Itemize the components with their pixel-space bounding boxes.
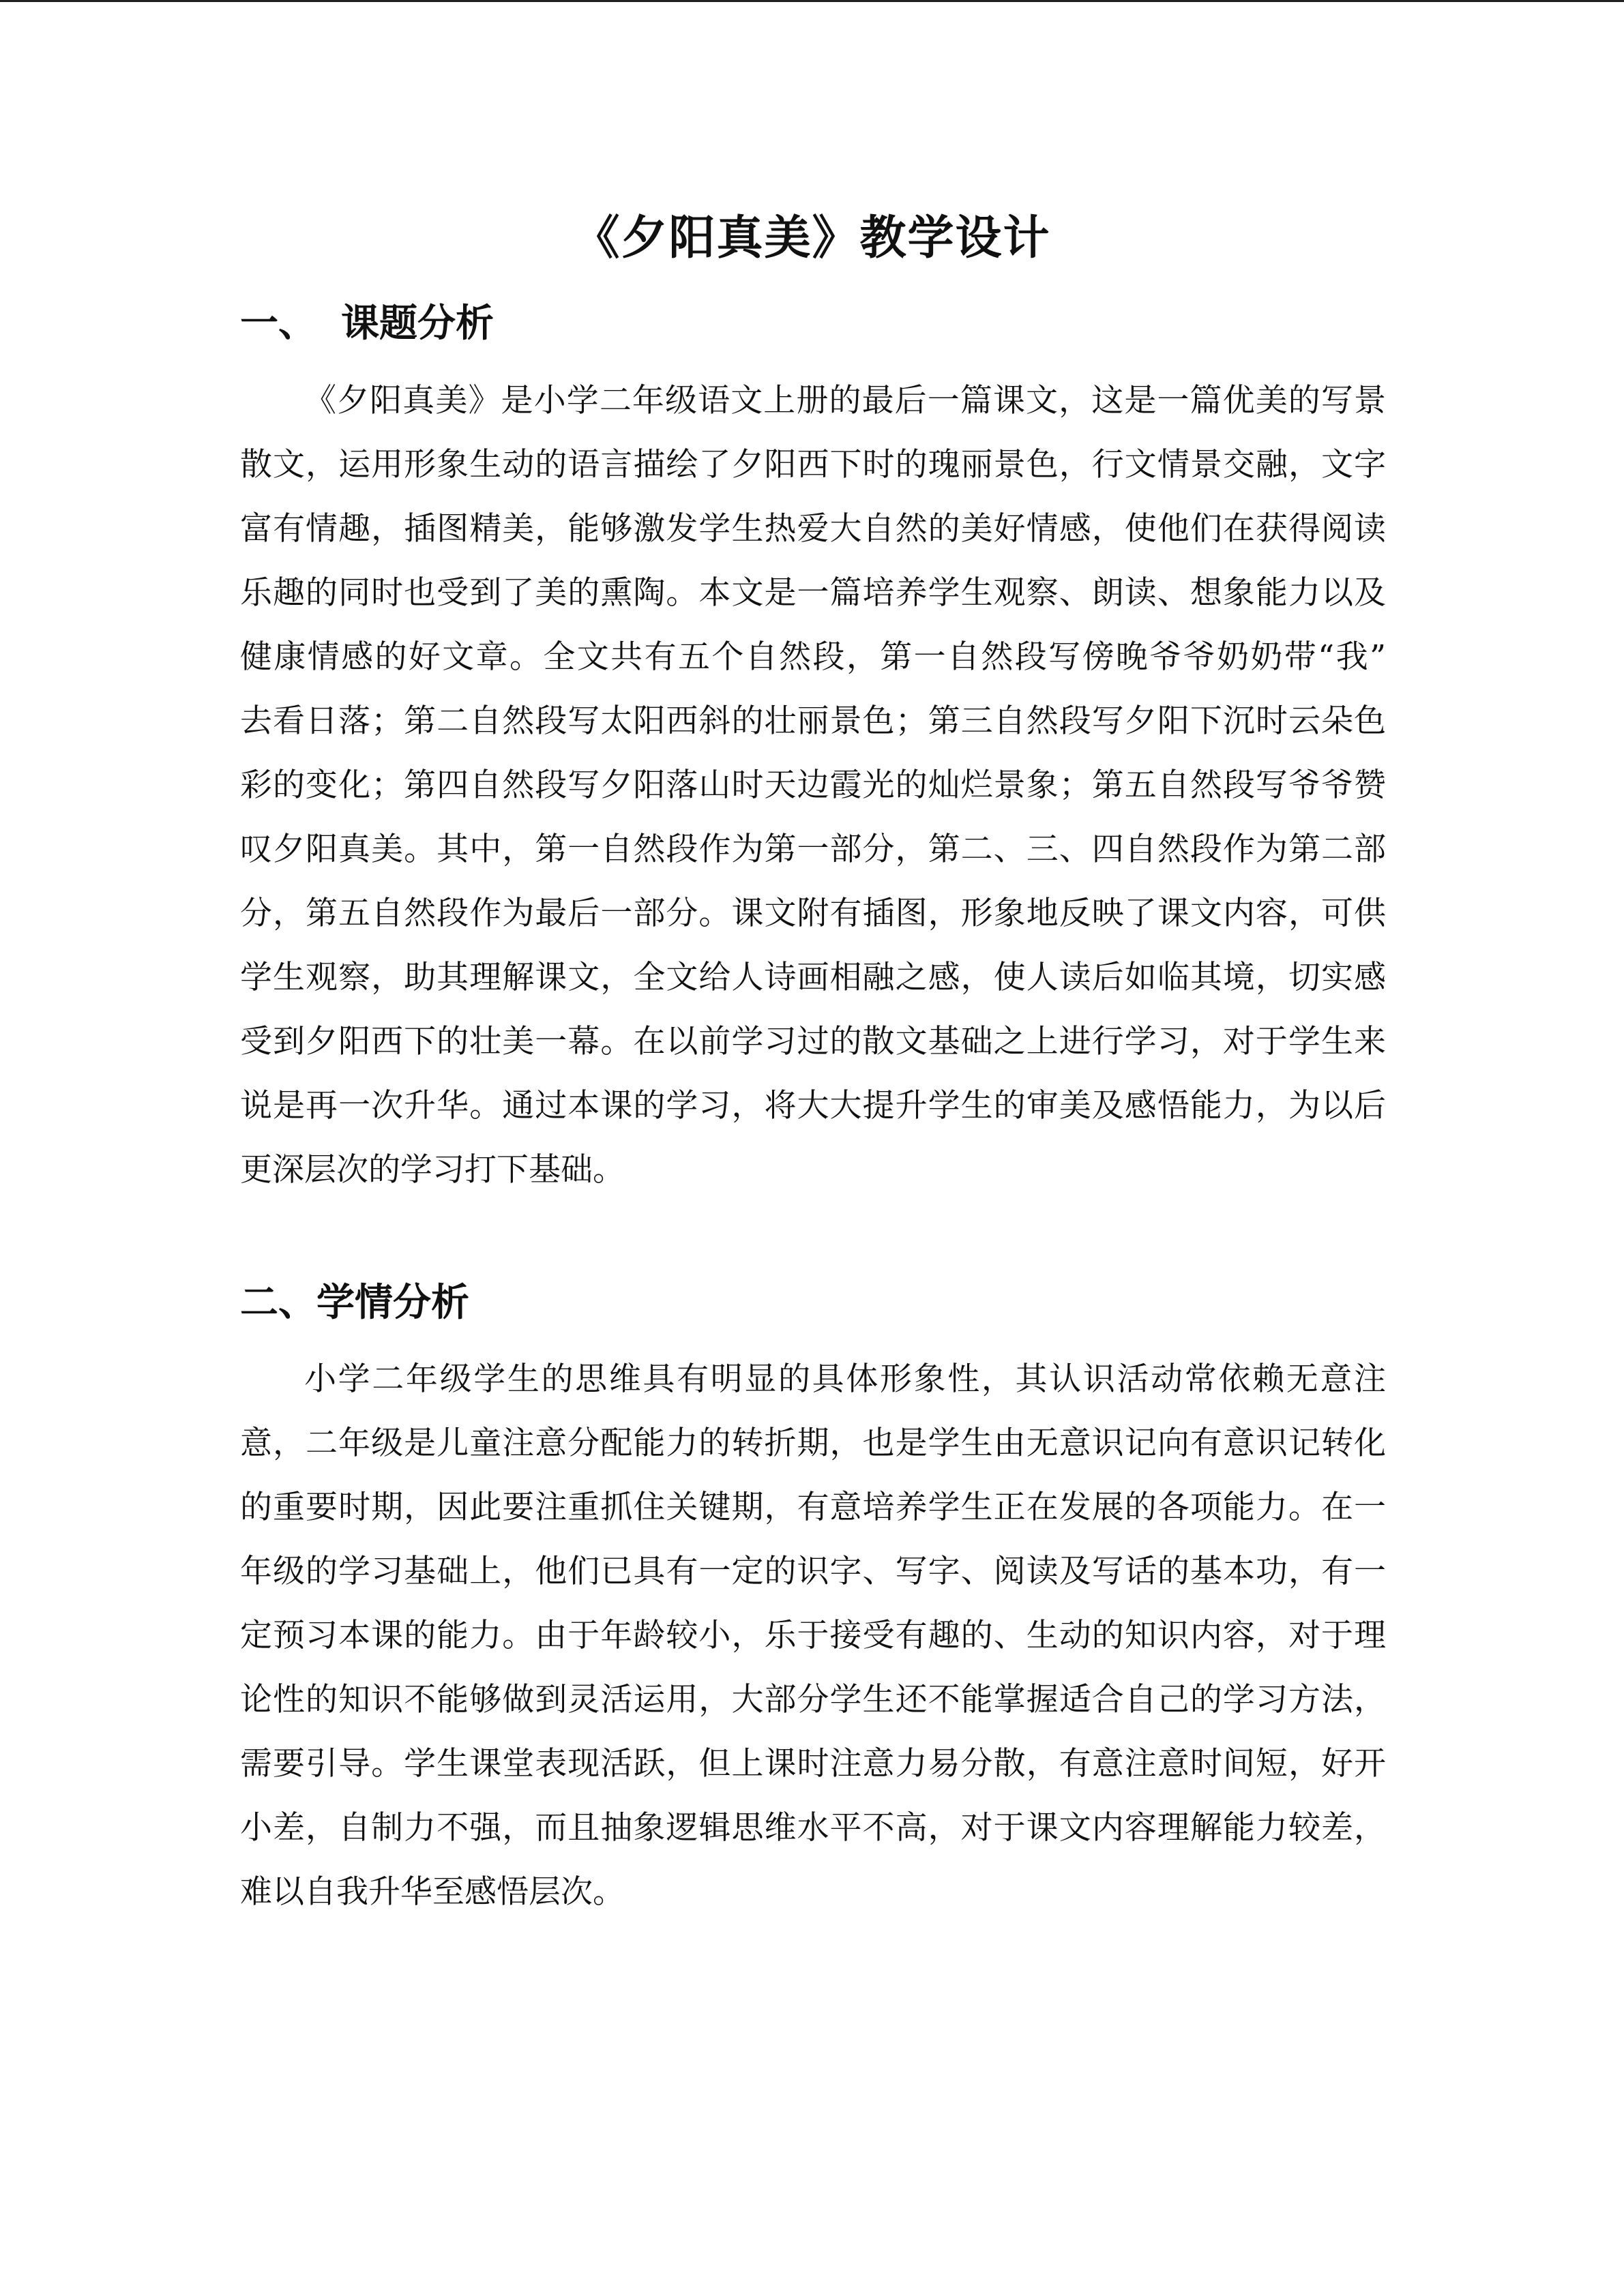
section-number: 一、 [240, 301, 316, 346]
paragraph-line: 受到夕阳西下的壮美一幕。在以前学习过的散文基础之上进行学习，对于学生来 [240, 1023, 1386, 1060]
paragraph-line: 乐趣的同时也受到了美的熏陶。本文是一篇培养学生观察、朗读、想象能力以及 [240, 574, 1386, 612]
paragraph-line: 学生观察，助其理解课文，全文给人诗画相融之感，使人读后如临其境，切实感 [240, 959, 1386, 996]
paragraph-line: 健康情感的好文章。全文共有五个自然段，第一自然段写傍晚爷爷奶奶带“我” [240, 638, 1386, 676]
document-title: 《夕阳真美》教学设计 [573, 211, 1051, 265]
paragraph-line: 富有情趣，插图精美，能够激发学生热爱大自然的美好情感，使他们在获得阅读 [240, 510, 1386, 548]
section-heading-text: 学情分析 [316, 1281, 469, 1325]
paragraph-line: 分，第五自然段作为最后一部分。课文附有插图，形象地反映了课文内容，可供 [240, 895, 1386, 932]
section-heading-1 [240, 293, 494, 355]
paragraph-line: 《夕阳真美》是小学二年级语文上册的最后一篇课文，这是一篇优美的写景 [304, 382, 1386, 419]
paragraph-line: 小学二年级学生的思维具有明显的具体形象性，其认识活动常依赖无意注 [304, 1360, 1386, 1398]
paragraph-line: 论性的知识不能够做到灵活运用，大部分学生还不能掌握适合自己的学习方法， [240, 1681, 1386, 1718]
paragraph-line: 更深层次的学习打下基础。 [240, 1151, 625, 1189]
paragraph-line: 小差，自制力不强，而且抽象逻辑思维水平不高，对于课文内容理解能力较差， [240, 1809, 1386, 1847]
paragraph-line: 定预习本课的能力。由于年龄较小，乐于接受有趣的、生动的知识内容，对于理 [240, 1617, 1386, 1654]
paragraph-line: 年级的学习基础上，他们已具有一定的识字、写字、阅读及写话的基本功，有一 [240, 1553, 1386, 1590]
paragraph-line: 说是再一次升华。通过本课的学习，将大大提升学生的审美及感悟能力，为以后 [240, 1087, 1386, 1124]
paragraph-line: 去看日落；第二自然段写太阳西斜的壮丽景色；第三自然段写夕阳下沉时云朵色 [240, 702, 1386, 740]
section-heading-text: 课题分析 [341, 301, 494, 346]
paragraph-line: 的重要时期，因此要注重抓住关键期，有意培养学生正在发展的各项能力。在一 [240, 1489, 1386, 1526]
section-number: 二、 [240, 1281, 316, 1325]
paragraph-line: 需要引导。学生课堂表现活跃，但上课时注意力易分散，有意注意时间短，好开 [240, 1745, 1386, 1783]
section-paragraph-1 [240, 369, 1386, 1202]
paragraph-line: 难以自我升华至感悟层次。 [240, 1873, 625, 1911]
paragraph-line: 意，二年级是儿童注意分配能力的转折期，也是学生由无意识记向有意识记转化 [240, 1425, 1386, 1462]
section-paragraph-2 [240, 1347, 1386, 1924]
paragraph-line: 叹夕阳真美。其中，第一自然段作为第一部分，第二、三、四自然段作为第二部 [240, 831, 1386, 868]
section-heading-2 [240, 1272, 469, 1334]
paragraph-line: 散文，运用形象生动的语言描绘了夕阳西下时的瑰丽景色，行文情景交融，文字 [240, 446, 1386, 483]
paragraph-line: 彩的变化；第四自然段写夕阳落山时天边霞光的灿烂景象；第五自然段写爷爷赞 [240, 766, 1386, 804]
top-border-line [0, 0, 1624, 2]
